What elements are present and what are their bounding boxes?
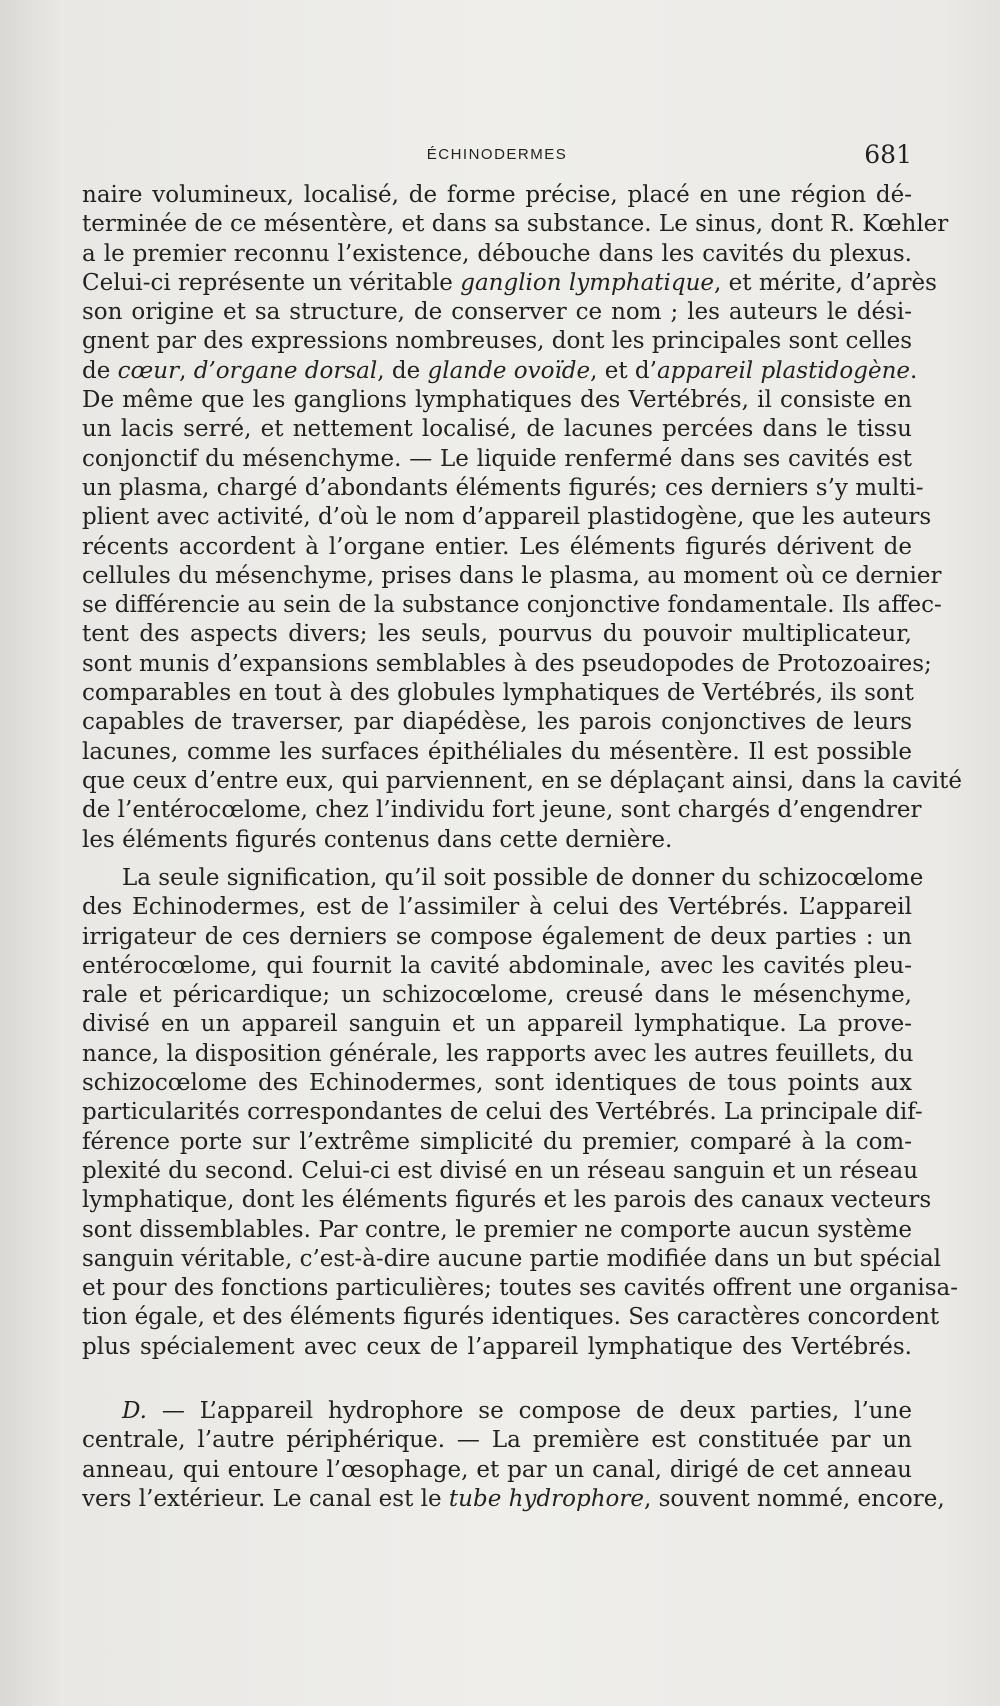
- text-line: récents accordent à l’organe entier. Les éléments figurés dérivent de: [82, 533, 912, 560]
- text-line: sont dissemblables. Par contre, le premier ne comporte aucun système: [82, 1216, 912, 1243]
- running-title: ÉCHINODERMES: [426, 146, 568, 163]
- text-line: comparables en tout à des globules lymphatiques de Vertébrés, ils sont: [82, 680, 914, 707]
- italic-term: tube hydrophore: [448, 1485, 644, 1512]
- paragraph-3: [82, 1397, 945, 1514]
- italic-term: cœur: [117, 357, 180, 384]
- text-line: schizocœlome des Echinodermes, sont identiques de tous points aux: [82, 1070, 912, 1097]
- text-line: divisé en un appareil sanguin et un appareil lymphatique. La prove-: [82, 1011, 912, 1038]
- text-line: plus spécialement avec ceux de l’appareil lymphatique des Vertébrés.: [82, 1333, 912, 1360]
- italic-term: appareil plastidogène: [656, 357, 910, 384]
- text-line: que ceux d’entre eux, qui parviennent, en se déplaçant ainsi, dans la cavité: [82, 767, 962, 794]
- text-line: capables de traverser, par diapédèse, les parois conjonctives de leurs: [82, 709, 912, 736]
- text-line: centrale, l’autre périphérique. — La première est constituée par un: [82, 1427, 912, 1454]
- text-line: gnent par des expressions nombreuses, dont les principales sont celles: [82, 328, 913, 355]
- text-line: et pour des fonctions particulières; toutes ses cavités offrent une organisa-: [82, 1275, 958, 1302]
- page-number: 681: [864, 140, 912, 169]
- text-line: lacunes, comme les surfaces épithéliales du mésentère. Il est possible: [82, 738, 912, 765]
- text-line: nance, la disposition générale, les rapports avec les autres feuillets, du: [82, 1040, 914, 1067]
- text-line: se différencie au sein de la substance conjonctive fondamentale. Ils affec-: [82, 592, 942, 619]
- text-line: vers l’extérieur. Le canal est le tube hydrophore, souvent nommé, encore,: [82, 1485, 945, 1512]
- text-line: D. — L’appareil hydrophore se compose de deux parties, l’une: [122, 1398, 912, 1424]
- text-line: les éléments figurés contenus dans cette dernière.: [82, 826, 673, 853]
- text-line: lymphatique, dont les éléments figurés et les parois des canaux vecteurs: [82, 1187, 932, 1214]
- text-line: a le premier reconnu l’existence, débouche dans les cavités du plexus.: [82, 240, 912, 267]
- text-line: de cœur, d’organe dorsal, de glande ovoïde, et d’appareil plastidogène.: [82, 357, 918, 384]
- text-line: tent des aspects divers; les seuls, pourvus du pouvoir multiplicateur,: [82, 621, 912, 648]
- text-line: conjonctif du mésenchyme. — Le liquide renfermé dans ses cavités est: [82, 445, 912, 472]
- text-line: un lacis serré, et nettement localisé, de lacunes percées dans le tissu: [82, 416, 912, 443]
- text-line: férence porte sur l’extrême simplicité du premier, comparé à la com-: [82, 1128, 912, 1155]
- text-line: sont munis d’expansions semblables à des pseudopodes de Protozoaires;: [82, 650, 932, 677]
- text-line: tion égale, et des éléments figurés identiques. Ses caractères concordent: [82, 1304, 940, 1331]
- section-label: D.: [122, 1398, 147, 1424]
- text-line: particularités correspondantes de celui des Vertébrés. La principale dif-: [82, 1099, 923, 1126]
- text-line: rale et péricardique; un schizocœlome, creusé dans le mésenchyme,: [82, 982, 912, 1009]
- text-line: des Echinodermes, est de l’assimiler à celui des Vertébrés. L’appareil: [82, 894, 912, 921]
- text-line: plexité du second. Celui-ci est divisé en un réseau sanguin et un réseau: [82, 1157, 919, 1184]
- paragraph-1: [82, 181, 962, 855]
- text-line: irrigateur de ces derniers se compose également de deux parties : un: [82, 923, 912, 950]
- text-line: cellules du mésenchyme, prises dans le plasma, au moment où ce dernier: [82, 562, 942, 589]
- text-line: Celui-ci représente un véritable ganglion lymphatique, et mérite, d’après: [82, 269, 937, 296]
- italic-term: glande ovoïde: [427, 357, 591, 384]
- italic-term: d’organe dorsal: [193, 357, 378, 384]
- text-line: terminée de ce mésentère, et dans sa substance. Le sinus, dont R. Kœhler: [82, 211, 949, 238]
- text-line: plient avec activité, d’où le nom d’appareil plastidogène, que les auteurs: [82, 504, 932, 531]
- text-line: entérocœlome, qui fournit la cavité abdominale, avec les cavités pleu-: [82, 952, 912, 979]
- text-line: anneau, qui entoure l’œsophage, et par un canal, dirigé de cet anneau: [82, 1456, 912, 1483]
- text-line: de l’entérocœlome, chez l’individu fort jeune, sont chargés d’engendrer: [82, 797, 922, 824]
- text-line: sanguin véritable, c’est-à-dire aucune partie modifiée dans un but spécial: [82, 1245, 942, 1272]
- page-header: [82, 140, 912, 176]
- paragraph-2: [82, 864, 958, 1362]
- italic-term: ganglion lymphatique: [460, 269, 715, 296]
- text-line: son origine et sa structure, de conserver ce nom ; les auteurs le dési-: [82, 299, 912, 326]
- text-line: La seule signification, qu’il soit possible de donner du schizocœlome: [122, 865, 924, 891]
- text-line: naire volumineux, localisé, de forme précise, placé en une région dé-: [82, 182, 912, 208]
- text-line: De même que les ganglions lymphatiques des Vertébrés, il consiste en: [82, 387, 912, 414]
- text-line: un plasma, chargé d’abondants éléments figurés; ces derniers s’y multi-: [82, 474, 924, 501]
